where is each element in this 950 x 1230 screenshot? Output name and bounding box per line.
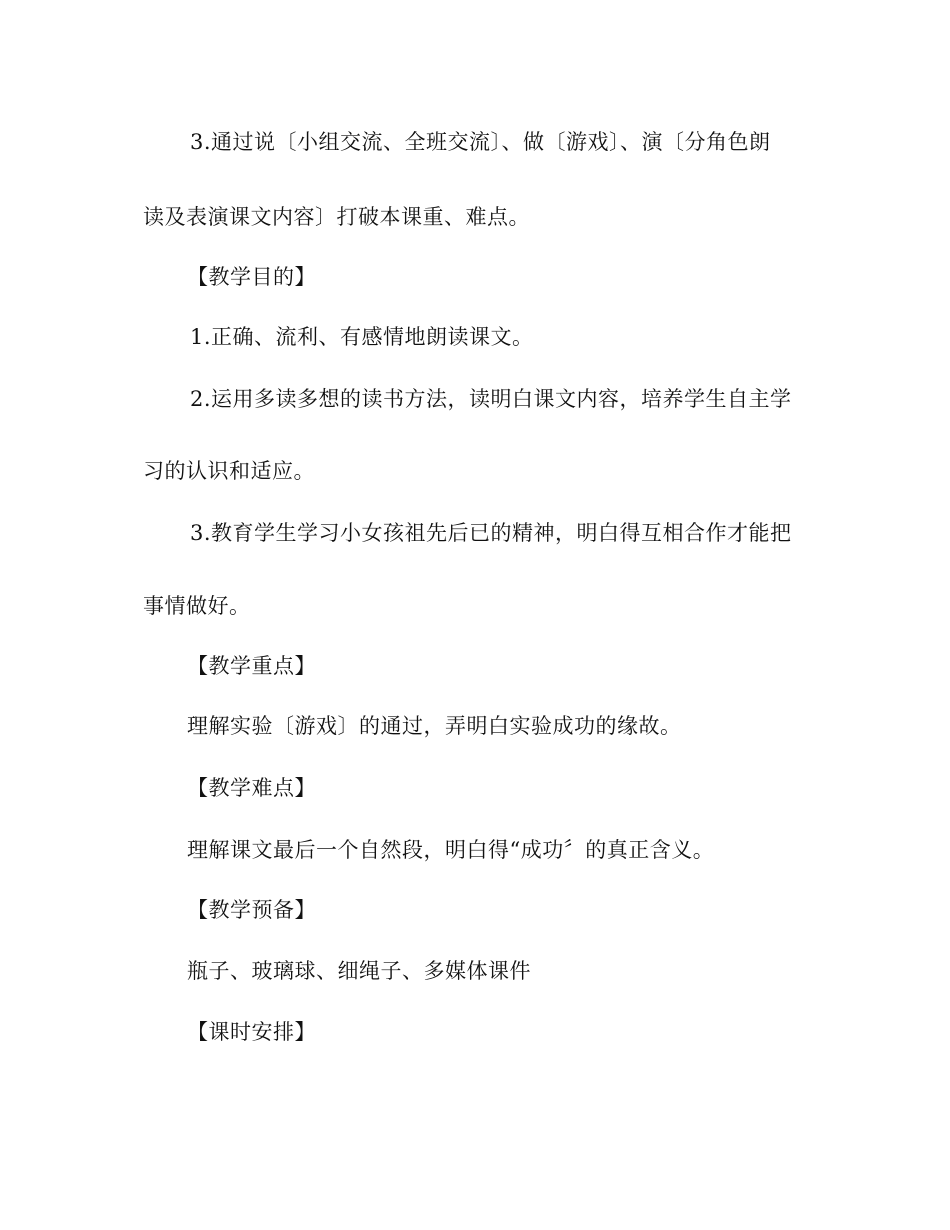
paragraph-line: 2.运用多读多想的读书方法，读明白课文内容，培养学生自主学 — [190, 387, 792, 411]
paragraph-line: 理解课文最后一个自然段，明白得“成功〞的真正含义。 — [187, 838, 715, 862]
paragraph-line: 3.教育学生学习小女孩祖先后已的精神，明白得互相合作才能把 — [190, 521, 792, 545]
paragraph-line: 1.正确、流利、有感情地朗读课文。 — [190, 325, 534, 349]
paragraph-line: 读及表演课文内容〕打破本课重、难点。 — [143, 205, 530, 229]
paragraph-line: 理解实验〔游戏〕的通过，弄明白实验成功的缘故。 — [187, 714, 682, 738]
section-heading: 【教学难点】 — [187, 776, 316, 800]
section-heading: 【教学预备】 — [187, 898, 316, 922]
section-heading: 【教学重点】 — [187, 654, 316, 678]
section-heading: 【课时安排】 — [187, 1020, 316, 1044]
paragraph-line: 3.通过说〔小组交流、全班交流〕、做〔游戏〕、演〔分角色朗 — [190, 130, 771, 154]
paragraph-line: 习的认识和适应。 — [143, 459, 315, 483]
paragraph-line: 事情做好。 — [143, 594, 251, 618]
section-heading: 【教学目的】 — [187, 265, 316, 289]
paragraph-line: 瓶子、玻璃球、细绳子、多媒体课件 — [187, 959, 531, 983]
